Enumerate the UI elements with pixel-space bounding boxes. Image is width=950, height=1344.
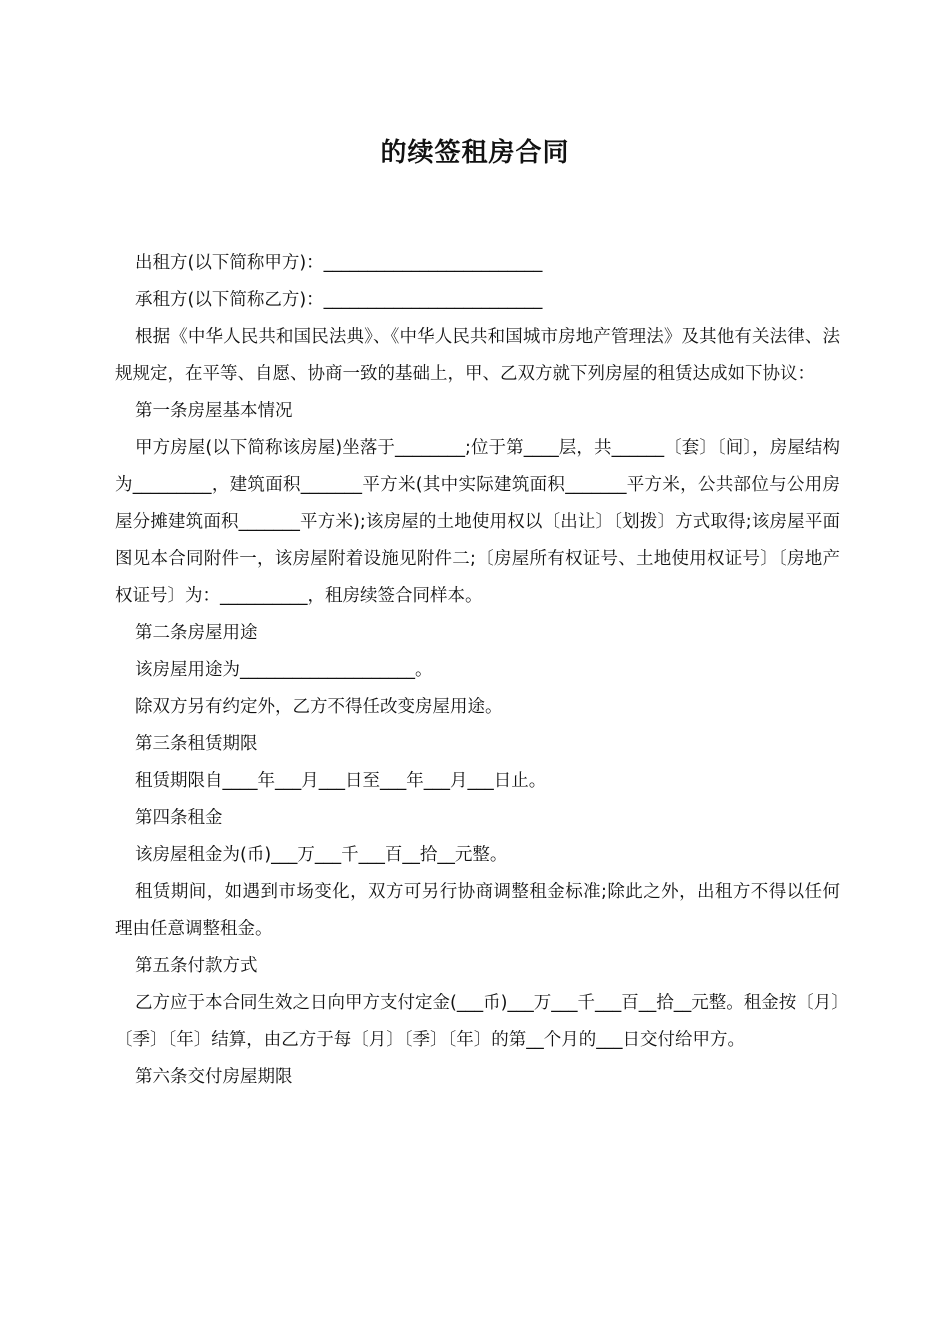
- article-1-paragraph: 甲方房屋(以下简称该房屋)坐落于________;位于第____层，共______〔套〕〔间〕，房屋结构为_________，建筑面积_______平方米(其中实际建筑面积_______平方米，公共部位与公用房屋分摊建筑面积_______平方米);该房屋的土地使用权以〔出让〕〔划拨〕方式取得;该房屋平面图见本合同附件一，该房屋附着设施见附件二;〔房屋所有权证号、土地使用权证号〕〔房地产权证号〕为：__________，租房续签合同样本。: [115, 438, 840, 606]
- article-6-heading: 第六条交付房屋期限: [135, 1067, 293, 1087]
- article-2-paragraph-2: 除双方另有约定外，乙方不得任改变房屋用途。: [135, 697, 503, 717]
- article-3-paragraph: 租赁期限自____年___月___日至___年___月___日止。: [135, 771, 547, 791]
- party-a-line: 出租方(以下简称甲方)：_________________________: [135, 253, 543, 273]
- document-title: 的续签租房合同: [380, 138, 570, 168]
- article-2-paragraph-1: 该房屋用途为____________________。: [135, 660, 433, 680]
- article-3-heading: 第三条租赁期限: [135, 734, 258, 754]
- preamble-paragraph: 根据《中华人民共和国民法典》、《中华人民共和国城市房地产管理法》及其他有关法律、法规规定，在平等、自愿、协商一致的基础上，甲、乙双方就下列房屋的租赁达成如下协议：: [115, 327, 840, 384]
- article-5-paragraph: 乙方应于本合同生效之日向甲方支付定金(___币)___万___千___百__拾__元整。租金按〔月〕〔季〕〔年〕结算，由乙方于每〔月〕〔季〕〔年〕的第__个月的___日交付给甲方。: [115, 993, 840, 1050]
- article-4-heading: 第四条租金: [135, 808, 223, 828]
- article-4-paragraph-1: 该房屋租金为(币)___万___千___百__拾__元整。: [135, 845, 508, 865]
- article-1-heading: 第一条房屋基本情况: [135, 401, 293, 421]
- article-4-paragraph-2: 租赁期间，如遇到市场变化，双方可另行协商调整租金标准;除此之外，出租方不得以任何理由任意调整租金。: [115, 882, 840, 939]
- article-5-heading: 第五条付款方式: [135, 956, 258, 976]
- party-b-line: 承租方(以下简称乙方)：_________________________: [135, 290, 543, 310]
- article-2-heading: 第二条房屋用途: [135, 623, 258, 643]
- document-body: [115, 245, 840, 1096]
